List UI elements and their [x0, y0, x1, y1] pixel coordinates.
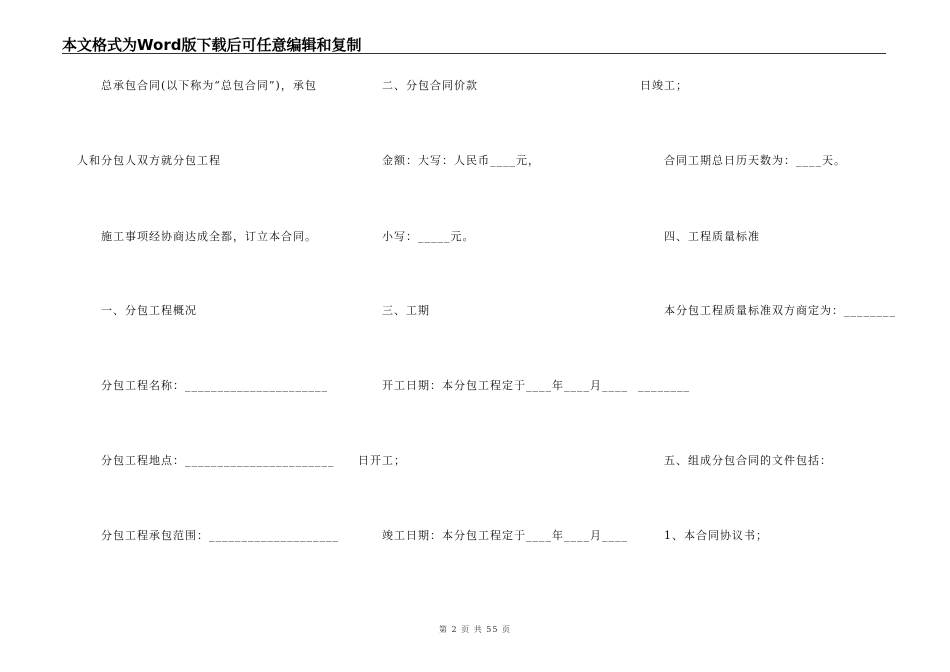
col3-line-1: 日竣工； — [640, 79, 688, 92]
page-number: 第 2 页 共 55 页 — [439, 625, 511, 634]
col3-line-6: 五、组成分包合同的文件包括： — [664, 454, 832, 467]
col1-line-5: 分包工程名称：______________________ — [101, 379, 328, 392]
document-header: 本文格式为Word版下载后可任意编辑和复制 — [62, 36, 362, 54]
col2-line-2: 金额：大写：人民币____元， — [382, 154, 540, 167]
header-rule — [62, 53, 886, 54]
col2-line-7: 竣工日期：本分包工程定于____年____月____ — [382, 529, 628, 542]
col1-line-6: 分包工程地点：_______________________ — [101, 454, 335, 467]
col1-line-2: 人和分包人双方就分包工程 — [77, 154, 221, 167]
col2-line-5: 开工日期：本分包工程定于____年____月____ — [382, 379, 628, 392]
col2-line-4: 三、工期 — [382, 304, 430, 317]
col1-line-3: 施工事项经协商达成全都，订立本合同。 — [101, 230, 317, 243]
col1-line-4: 一、分包工程概况 — [101, 304, 197, 317]
col3-line-2: 合同工期总日历天数为：____天。 — [664, 154, 846, 167]
col3-line-5: ________ — [638, 379, 690, 392]
col3-line-7: 1、本合同协议书； — [664, 529, 768, 542]
col2-line-1: 二、分包合同价款 — [382, 79, 478, 92]
col2-line-6: 日开工； — [358, 454, 406, 467]
col1-line-1: 总承包合同(以下称为“总包合同”)，承包 — [101, 79, 317, 92]
col3-line-4: 本分包工程质量标准双方商定为：________ — [664, 304, 896, 317]
col3-line-3: 四、工程质量标准 — [664, 230, 760, 243]
col2-line-3: 小写：_____元。 — [382, 230, 475, 243]
col1-line-7: 分包工程承包范围：____________________ — [101, 529, 339, 542]
